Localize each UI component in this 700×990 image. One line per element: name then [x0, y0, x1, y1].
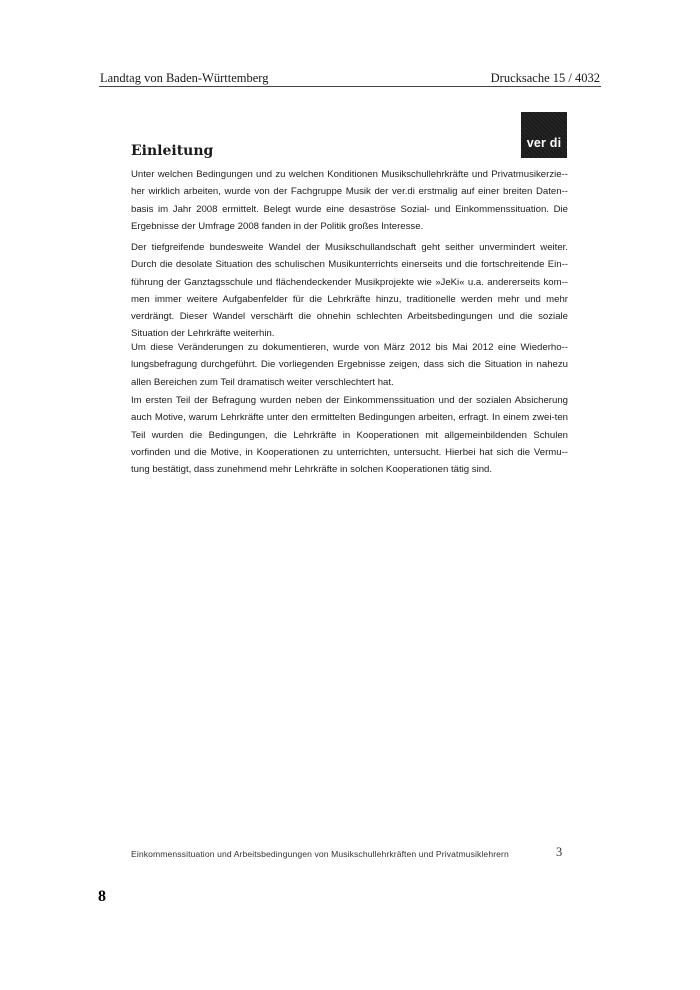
- paragraph-text: Um diese Veränderungen zu dokumentieren, wurde von März 2012 bis Mai 2012 eine Wiederho-lungsbefragung durchgeführt. Die vorliegenden Ergebnisse zeigen, dass sich die Situation in nahezu allen Bereichen zum Teil dramatisch weiter verschlechtert hat.: [131, 342, 568, 388]
- footer-title: Einkommenssituation und Arbeitsbedingungen von Musikschullehrkräften und Privatmusiklehrern: [131, 849, 509, 859]
- intro-paragraph-2: [131, 239, 568, 343]
- header-rule: [99, 86, 601, 87]
- section-title: Einleitung: [131, 143, 214, 159]
- footer-page-number: 3: [556, 845, 563, 859]
- intro-paragraph-4: [131, 392, 568, 478]
- header-title: Landtag von Baden-Württemberg: [100, 71, 269, 85]
- paragraph-text: Der tiefgreifende bundesweite Wandel der Musikschullandschaft geht seither unvermindert weiter. Durch die desolate Situation des schulischen Musikunterrichts einerseits und die fortschreitende Ein-führung der Ganztagsschule und flächendeckender Musikprojekte wie »JeKi« u.a. andererseits kom-men immer weitere Aufgabenfelder für die Lehrkräfte hinzu, traditionelle werden mehr und mehr verdrängt. Dieser Wandel verschärft die ohnehin schlechten Arbeitsbedingungen und die soziale Situation der Lehrkräfte weiterhin.: [131, 242, 568, 340]
- intro-paragraph-3: [131, 339, 568, 391]
- document-page-number: 8: [98, 888, 106, 905]
- paragraph-text: Unter welchen Bedingungen und zu welchen Konditionen Musikschullehrkräfte und Privatmusikerzie-her wirklich arbeiten, wurde von der Fachgruppe Musik der ver.di erstmalig auf einer breiten Daten-basis im Jahr 2008 ermittelt. Belegt wurde eine desaströse Sozial- und Einkommenssituation. Die Ergebnisse der Umfrage 2008 fanden in der Politik großes Interesse.: [131, 169, 568, 232]
- document-number: Drucksache 15 / 4032: [490, 71, 600, 85]
- verdi-logo: [521, 112, 567, 158]
- verdi-logo-text: ver di: [526, 136, 562, 150]
- paragraph-text: Im ersten Teil der Befragung wurden neben der Einkommenssituation und der sozialen Absicherung auch Motive, warum Lehrkräfte unter den ermittelten Bedingungen arbeiten, erfragt. In einem zwei-ten Teil wurden die Bedingungen, die Lehrkräfte in Kooperationen mit allgemeinbildenden Schulen vorfinden und die Motive, in Kooperationen zu unterrichten, untersucht. Hierbei hat sich die Vermu-tung bestätigt, dass zunehmend mehr Lehrkräfte in solchen Kooperationen tätig sind.: [131, 395, 568, 476]
- intro-paragraph-1: [131, 166, 568, 235]
